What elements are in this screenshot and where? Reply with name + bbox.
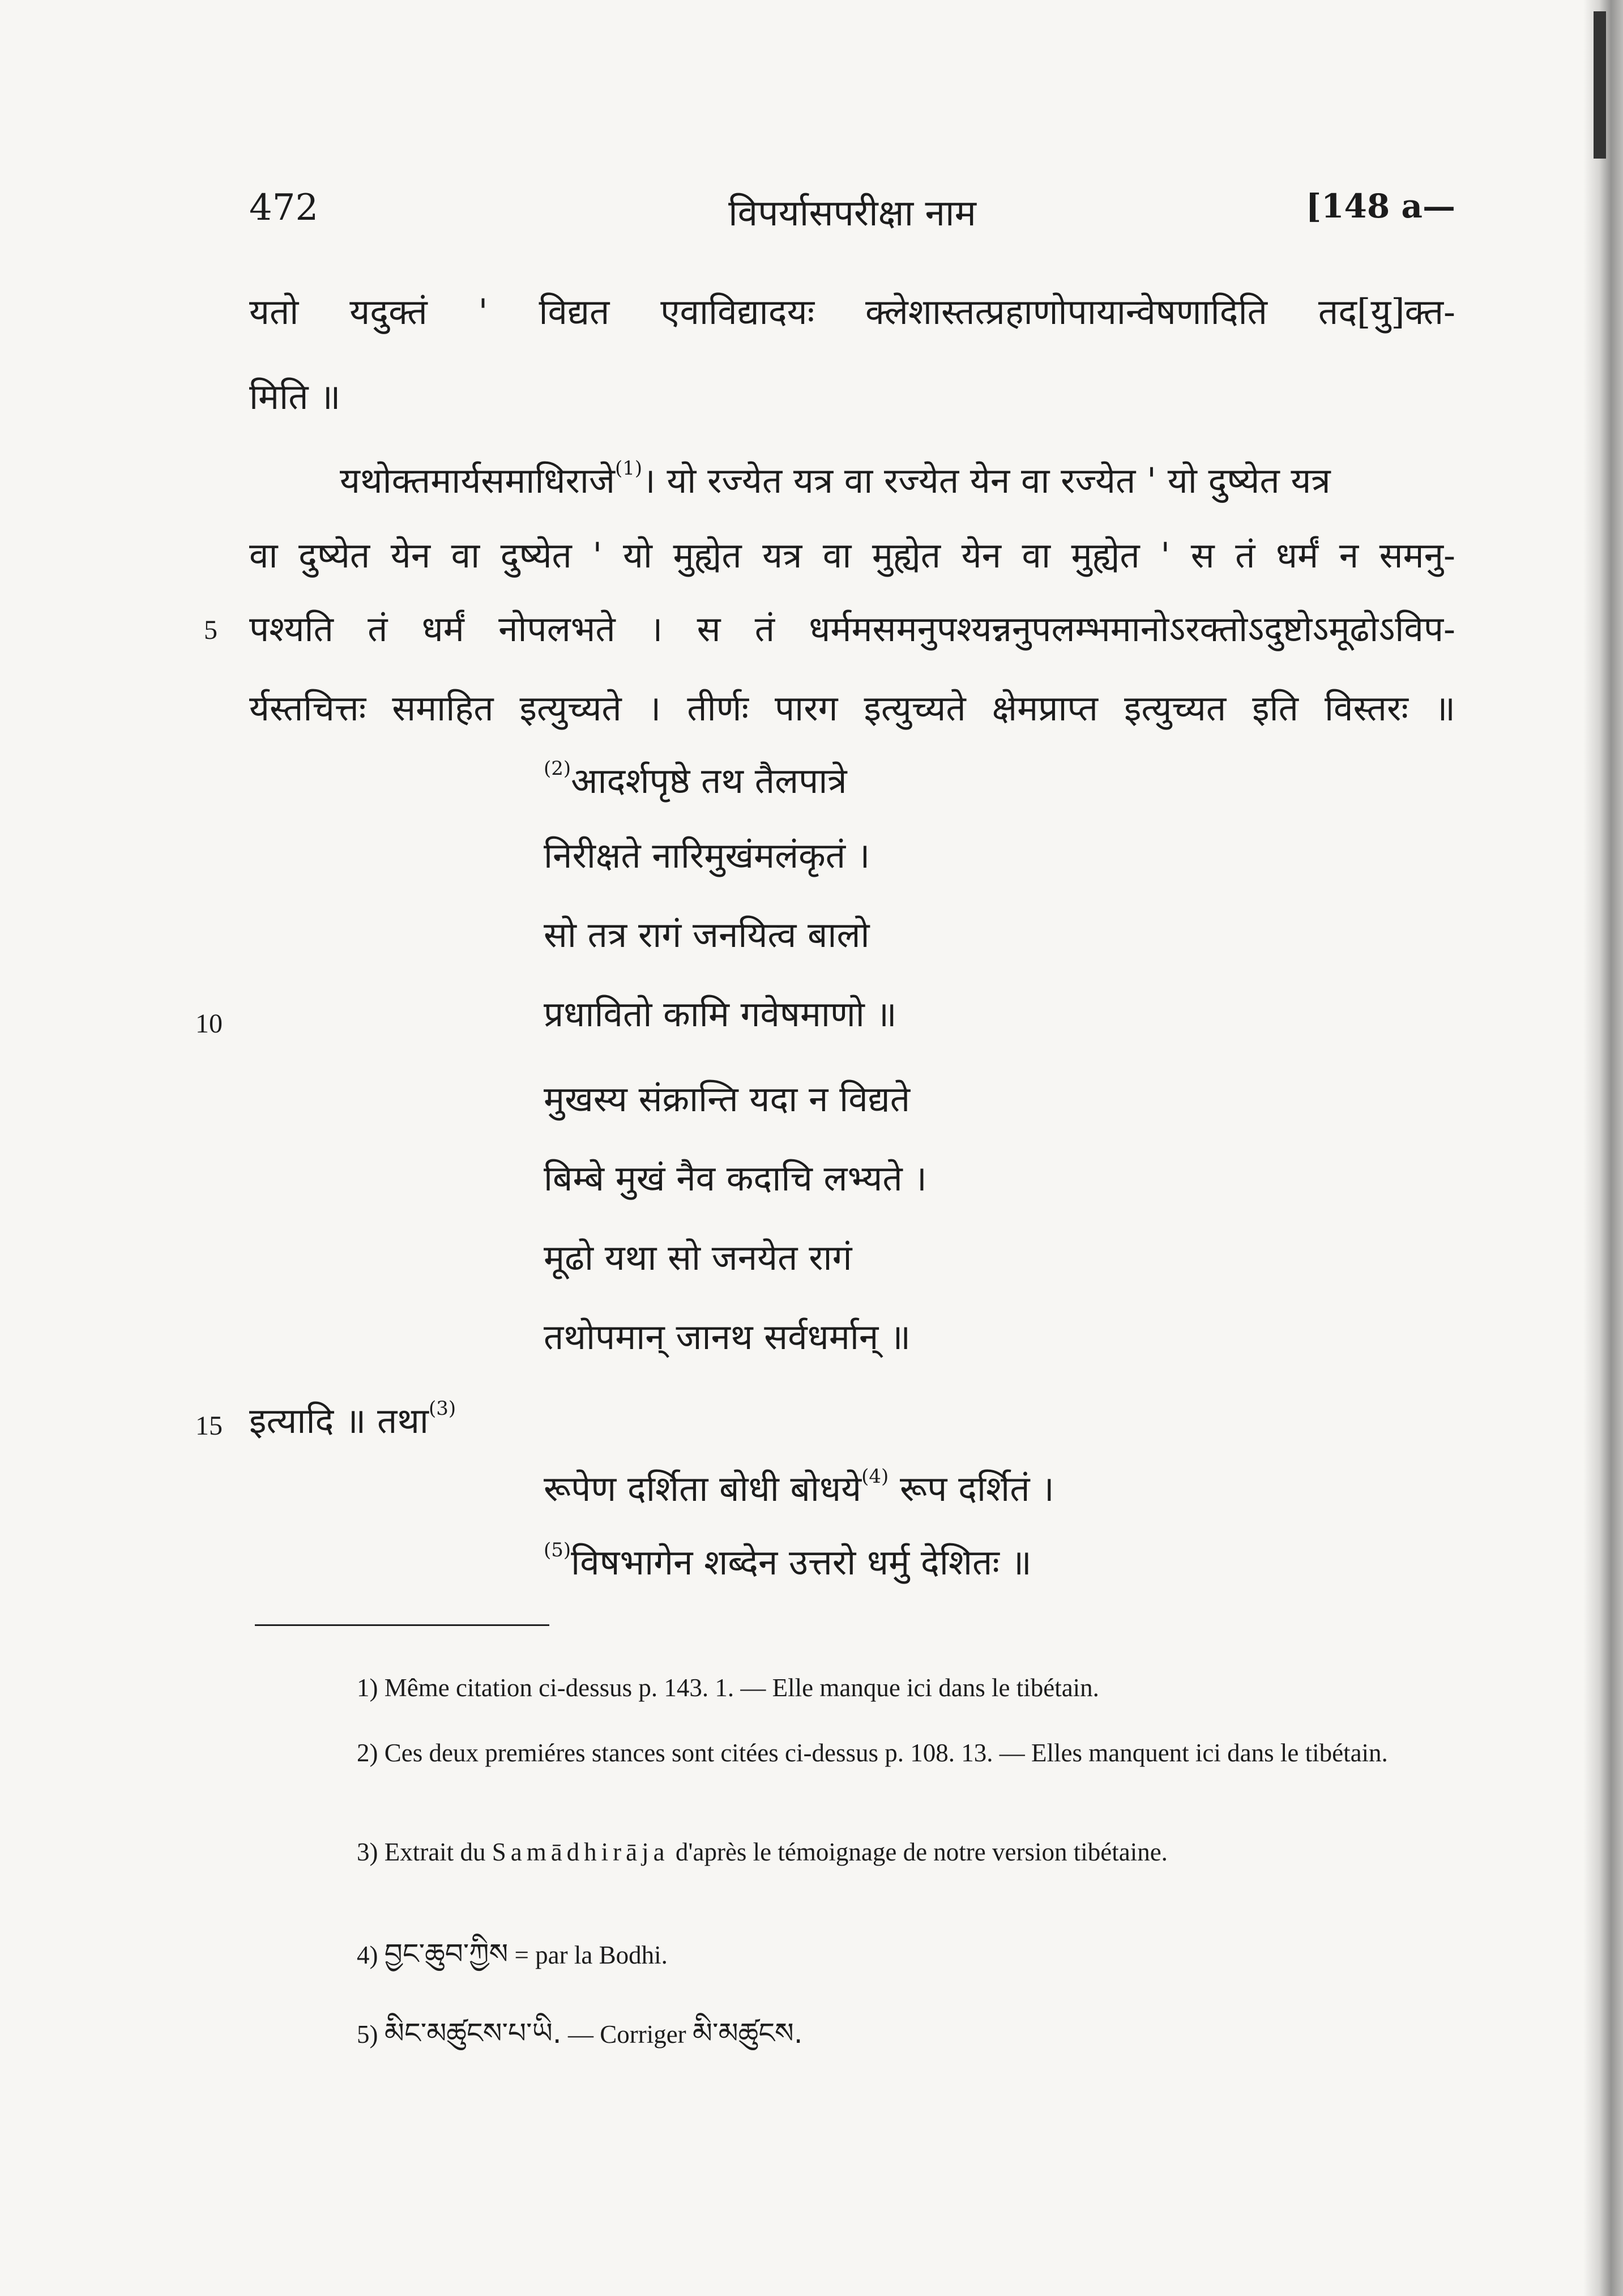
verse-line-9-rest: रूप दर्शितं । bbox=[899, 1468, 1054, 1509]
footnote-3-c: d'après le témoignage de notre version tibétaine. bbox=[675, 1838, 1168, 1866]
verse-line-8: तथोपमान् जानथ सर्वधर्मान् ॥ bbox=[544, 1316, 911, 1358]
line-number-5: 5 bbox=[204, 615, 217, 645]
footnote-rule bbox=[255, 1624, 549, 1626]
text-line-3-rest: । यो रज्येत यत्र वा रज्येत येन वा रज्येत ' यो दुष्येत यत्र bbox=[642, 460, 1331, 501]
verse-line-3: सो तत्र रागं जनयित्व बालो bbox=[544, 914, 870, 955]
footnote-5 bbox=[357, 2016, 1557, 2051]
verse-line-1-text: आदर्शपृष्ठे तथ तैलपात्रे bbox=[571, 760, 847, 801]
verse-line-5: मुखस्य संक्रान्ति यदा न विद्यते bbox=[544, 1078, 911, 1120]
footnote-4 bbox=[357, 1937, 1557, 1972]
verse-line-1 bbox=[544, 759, 847, 799]
footnote-5-num: 5) bbox=[357, 2020, 378, 2049]
page-header bbox=[249, 187, 1455, 238]
text-line-15 bbox=[249, 1399, 456, 1439]
verse-line-10 bbox=[544, 1539, 1032, 1583]
footnote-5-tibetan-correction: མི་མཚུངས. bbox=[692, 2017, 803, 2050]
line-number-10: 10 bbox=[195, 1009, 223, 1039]
text-line-3-start: यथोक्तमार्यसमाधिराजे bbox=[340, 460, 615, 501]
page-number: 472 bbox=[249, 187, 319, 229]
footnote-1 bbox=[255, 1671, 1455, 1705]
footnote-3-a: 3) Extrait du bbox=[357, 1838, 486, 1866]
footnote-4-num: 4) bbox=[357, 1941, 378, 1969]
verse-line-10-text: विषभागेन शब्देन उत्तरो धर्मु देशितः ॥ bbox=[571, 1542, 1032, 1583]
footnote-4-tibetan: བྱང་ཆུབ་ཀྱིས bbox=[384, 1937, 509, 1970]
footnote-5-tibetan: མིང་མཚུངས་པ་ཡི. bbox=[384, 2017, 562, 2050]
footnote-2-text: 2) Ces deux premiéres stances sont citées ci-dessus p. 108. 13. — Elles manquent ici dans le tibétain. bbox=[357, 1739, 1388, 1767]
footnote-ref-3: (3) bbox=[429, 1397, 456, 1420]
verse-line-2: निरीक्षते नारिमुखंमलंकृतं । bbox=[544, 835, 870, 876]
verse-line-9-start: रूपेण दर्शिता बोधी बोधये bbox=[544, 1468, 862, 1509]
footnote-3 bbox=[255, 1835, 1455, 1869]
footnote-1-text: 1) Même citation ci-dessus p. 143. 1. — Elle manque ici dans le tibétain. bbox=[357, 1674, 1099, 1702]
footnote-ref-2: (2) bbox=[544, 757, 571, 780]
text-line-3 bbox=[340, 457, 1331, 501]
footnote-3-title: Samādhirāja bbox=[492, 1838, 669, 1866]
verse-line-7: मूढो यथा सो जनयेत रागं bbox=[544, 1237, 852, 1278]
page-reference: [148 a— bbox=[1305, 187, 1455, 225]
running-title: विपर्यासपरीक्षा नाम bbox=[728, 193, 976, 234]
footnote-ref-1: (1) bbox=[614, 457, 643, 480]
footnote-ref-5: (5) bbox=[544, 1539, 571, 1561]
text-line-4: वा दुष्येत येन वा दुष्येत ' यो मुह्येत यत्र वा मुह्येत येन वा मुह्येत ' स तं धर्मं न समनु- bbox=[249, 535, 1455, 576]
text-line-2: मिति ॥ bbox=[249, 376, 341, 417]
footnote-3-text bbox=[255, 1835, 1455, 1869]
footnote-ref-4: (4) bbox=[861, 1465, 889, 1488]
text-line-6: र्यस्तचित्तः समाहित इत्युच्यते । तीर्णः पारग इत्युच्यते क्षेमप्राप्त इत्युच्यत इति विस्तरः ॥ bbox=[249, 688, 1455, 729]
footnote-4-text: = par la Bodhi. bbox=[514, 1941, 668, 1969]
footnote-2 bbox=[255, 1736, 1455, 1770]
verse-line-6: बिम्बे मुखं नैव कदाचि लभ्यते । bbox=[544, 1158, 927, 1199]
verse-line-4: प्रधावितो कामि गवेषमाणो ॥ bbox=[544, 993, 897, 1035]
scan-edge-mark bbox=[1594, 11, 1606, 159]
text-line-15-text: इत्यादि ॥ तथा bbox=[249, 1400, 429, 1441]
verse-line-9 bbox=[544, 1467, 1054, 1507]
text-line-1: यतो यदुक्तं ' विद्यत एवाविद्यादयः क्लेशास्तत्प्रहाणोपायान्वेषणादिति तद[यु]क्त- bbox=[249, 291, 1455, 332]
text-line-5: पश्यति तं धर्मं नोपलभते । स तं धर्ममसमनुपश्यन्ननुपलम्भमानोऽरक्तोऽदुष्टोऽमूढोऽविप- bbox=[249, 608, 1455, 650]
scan-edge-shadow bbox=[1583, 0, 1623, 2296]
line-number-15: 15 bbox=[195, 1411, 223, 1441]
footnote-5-text: — Corriger bbox=[567, 2020, 686, 2049]
